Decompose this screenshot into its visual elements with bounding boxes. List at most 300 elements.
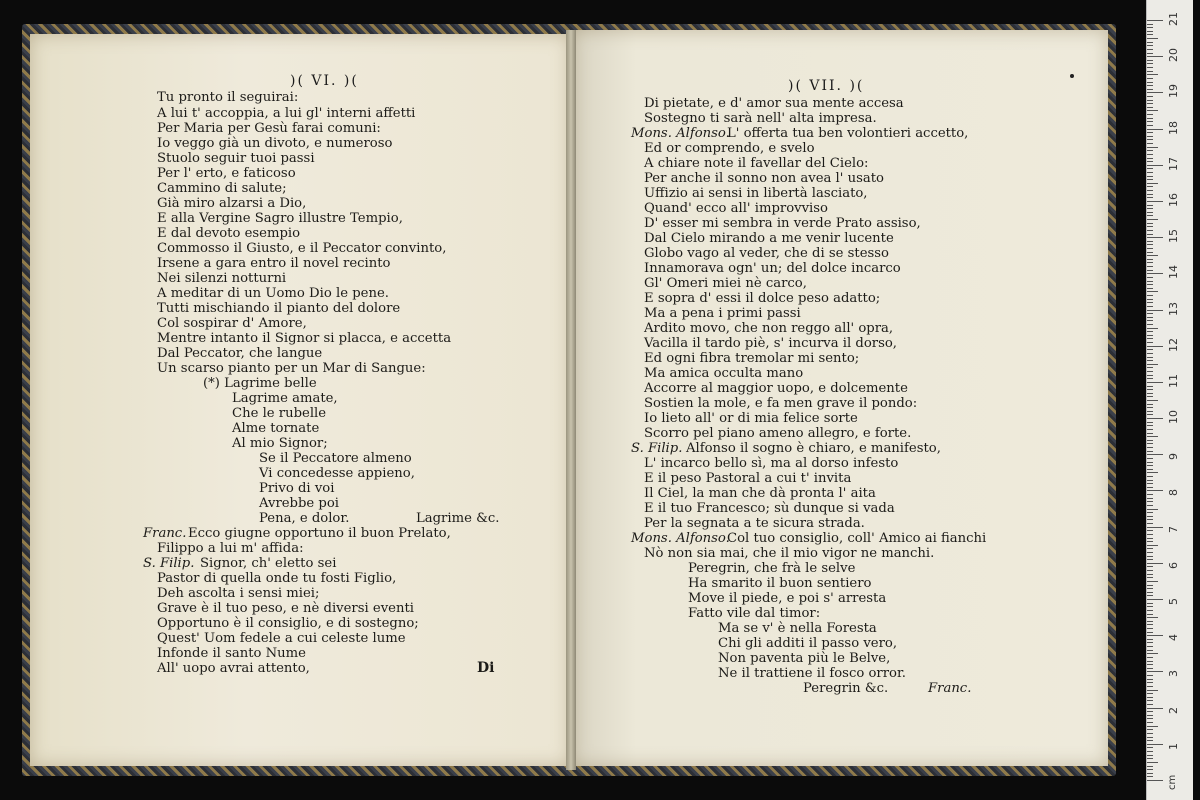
ruler-tick (1147, 635, 1163, 636)
ruler-tick (1147, 147, 1158, 148)
ruler-tick (1147, 118, 1153, 119)
ruler-tick (1147, 284, 1153, 285)
ruler-tick (1147, 335, 1153, 336)
ruler-tick (1147, 465, 1153, 466)
ruler-tick (1147, 150, 1153, 151)
ruler-tick (1147, 31, 1153, 32)
ruler-tick (1147, 668, 1153, 669)
ruler-tick (1147, 219, 1158, 220)
ruler-tick (1147, 168, 1153, 169)
text-line: Per Maria per Gesù farai comuni: (157, 121, 381, 136)
ruler-tick (1147, 107, 1153, 108)
text-line: Ed or comprendo, e svelo (644, 141, 815, 156)
ruler-label: 4 (1167, 634, 1180, 642)
ruler-tick (1147, 299, 1153, 300)
ruler-tick (1147, 143, 1153, 144)
ruler-tick (1147, 509, 1158, 510)
text-line: L' offerta tua ben volontieri accetto, (727, 126, 969, 141)
text-line: Globo vago al veder, che di se stesso (644, 246, 889, 261)
ruler-tick (1147, 407, 1153, 408)
ruler-tick (1147, 161, 1153, 162)
ruler-tick (1147, 404, 1153, 405)
text-line: Peregrin, che frà le selve (688, 561, 856, 576)
ruler-tick (1147, 53, 1153, 54)
text-line: Gl' Omeri miei nè carco, (644, 276, 807, 291)
text-line: Alme tornate (232, 421, 320, 436)
ruler-tick (1147, 197, 1153, 198)
ruler-tick (1147, 371, 1153, 372)
ruler-tick (1147, 762, 1158, 763)
ruler-tick (1147, 751, 1153, 752)
ruler-tick (1147, 96, 1153, 97)
text-line: E il peso Pastoral a cui t' invita (644, 471, 852, 486)
text-line: Signor, ch' eletto sei (200, 556, 337, 571)
ruler-label: 19 (1167, 84, 1180, 99)
text-line: E alla Vergine Sagro illustre Tempio, (157, 211, 403, 226)
ruler-tick (1147, 769, 1153, 770)
ruler-tick (1147, 172, 1153, 173)
text-line: Sostegno ti sarà nell' alta impresa. (644, 111, 877, 126)
ruler-tick (1147, 82, 1153, 83)
right-page-header: )( VII. )( (788, 78, 865, 94)
text-line: Al mio Signor; (232, 436, 328, 451)
ruler-tick (1147, 201, 1163, 202)
ruler-tick (1147, 766, 1153, 767)
ruler-tick (1147, 194, 1153, 195)
ruler-tick (1147, 693, 1153, 694)
ruler-tick (1147, 63, 1153, 64)
text-line: Quand' ecco all' improvviso (644, 201, 828, 216)
ruler-tick (1147, 313, 1153, 314)
ruler-label: 3 (1167, 670, 1180, 678)
ruler-tick (1147, 744, 1163, 745)
text-line: Pena, e dolor. (259, 511, 350, 526)
ruler-tick (1147, 190, 1153, 191)
ruler-tick (1147, 733, 1153, 734)
text-line: Dal Cielo mirando a me venir lucente (644, 231, 894, 246)
ruler-tick (1147, 737, 1153, 738)
ruler-tick (1147, 614, 1153, 615)
ruler-tick (1147, 357, 1153, 358)
ruler-tick (1147, 414, 1153, 415)
ruler-tick (1147, 726, 1158, 727)
ruler-tick (1147, 136, 1153, 137)
ruler-label: 16 (1167, 192, 1180, 207)
ruler-tick (1147, 487, 1153, 488)
ruler-tick (1147, 505, 1153, 506)
ruler-tick (1147, 45, 1153, 46)
ruler-tick (1147, 708, 1163, 709)
text-line: Col tuo consiglio, coll' Amico ai fianchi (727, 531, 987, 546)
text-line: Per la segnata a te sicura strada. (644, 516, 865, 531)
ruler-tick (1147, 89, 1153, 90)
text-line: Che le rubelle (232, 406, 327, 421)
ruler-tick (1147, 516, 1153, 517)
ruler-tick (1147, 205, 1153, 206)
ruler-tick (1147, 758, 1153, 759)
ruler-tick (1147, 360, 1153, 361)
text-line: Ed ogni fibra tremolar mi sento; (644, 351, 860, 366)
ruler-label: 14 (1167, 265, 1180, 280)
text-line: Deh ascolta i sensi miei; (157, 586, 320, 601)
ruler-tick (1147, 548, 1153, 549)
ruler-tick (1147, 697, 1153, 698)
ruler-tick (1147, 592, 1153, 593)
ruler-tick (1147, 324, 1153, 325)
text-line: Scorro pel piano ameno allegro, e forte. (644, 426, 912, 441)
text-line: Non paventa più le Belve, (718, 651, 891, 666)
ruler-tick (1147, 617, 1158, 618)
ruler-tick (1147, 512, 1153, 513)
ruler-tick (1147, 436, 1158, 437)
text-line: Grave è il tuo peso, e nè diversi eventi (157, 601, 414, 616)
ruler-tick (1147, 176, 1153, 177)
ruler-tick (1147, 501, 1153, 502)
text-line: Filippo a lui m' affida: (157, 541, 304, 556)
ruler-tick (1147, 252, 1153, 253)
ruler-tick (1147, 780, 1163, 781)
ruler-tick (1147, 472, 1158, 473)
ruler-tick (1147, 49, 1153, 50)
text-line: Cammino di salute; (157, 181, 287, 196)
ruler-tick (1147, 110, 1158, 111)
text-line: Per anche il sonno non avea l' usato (644, 171, 884, 186)
ruler-tick (1147, 273, 1163, 274)
ruler-tick (1147, 646, 1153, 647)
ruler-tick (1147, 114, 1153, 115)
ruler-tick (1147, 610, 1153, 611)
ruler-tick (1147, 27, 1153, 28)
ruler-tick (1147, 675, 1153, 676)
text-line: Ecco giugne opportuno il buon Prelato, (188, 526, 451, 541)
ruler-tick (1147, 418, 1163, 419)
text-line: Stuolo seguir tuoi passi (157, 151, 315, 166)
text-line: Accorre al maggior uopo, e dolcemente (644, 381, 908, 396)
ruler-tick (1147, 223, 1153, 224)
ruler-tick (1147, 621, 1153, 622)
text-line: Io lieto all' or di mia felice sorte (644, 411, 858, 426)
ruler-tick (1147, 682, 1153, 683)
ruler-tick (1147, 208, 1153, 209)
ruler-tick (1147, 100, 1153, 101)
ruler-tick (1147, 367, 1153, 368)
ruler-tick (1147, 291, 1158, 292)
ruler-tick (1147, 386, 1153, 387)
text-line: Io veggo già un divoto, e numeroso (157, 136, 393, 151)
speaker-label: S. Filip. (143, 556, 195, 571)
ruler-tick (1147, 259, 1153, 260)
ruler-tick (1147, 671, 1163, 672)
text-line: Uffizio ai sensi in libertà lasciato, (644, 186, 868, 201)
ruler-tick (1147, 690, 1158, 691)
text-line: (*) Lagrime belle (203, 376, 317, 391)
ruler-tick (1147, 132, 1153, 133)
text-line: Col sospirar d' Amore, (157, 316, 307, 331)
ruler-tick (1147, 454, 1163, 455)
ruler-tick (1147, 599, 1163, 600)
ruler-tick (1147, 650, 1153, 651)
ruler-tick (1147, 310, 1163, 311)
ruler-tick (1147, 34, 1153, 35)
ruler-tick (1147, 538, 1153, 539)
ruler-tick (1147, 642, 1153, 643)
ruler-tick (1147, 776, 1153, 777)
ruler-tick (1147, 552, 1153, 553)
ruler-label: 2 (1167, 706, 1180, 714)
left-page-header: )( VI. )( (290, 73, 359, 89)
ruler-tick (1147, 664, 1153, 665)
ruler-label: 20 (1167, 48, 1180, 63)
text-line: A meditar di un Uomo Dio le pene. (157, 286, 389, 301)
ruler-tick (1147, 393, 1153, 394)
ruler-tick (1147, 711, 1153, 712)
ruler-tick (1147, 248, 1153, 249)
ruler-label: 7 (1167, 525, 1180, 533)
ruler-label: 6 (1167, 561, 1180, 569)
text-line: Già miro alzarsi a Dio, (157, 196, 307, 211)
ruler-label: 17 (1167, 156, 1180, 171)
ink-spot (1070, 74, 1074, 78)
text-line: Se il Peccatore almeno (259, 451, 412, 466)
ruler-tick (1147, 679, 1153, 680)
ruler-tick (1147, 624, 1153, 625)
ruler-tick (1147, 302, 1153, 303)
ruler-tick (1147, 331, 1153, 332)
ruler-tick (1147, 121, 1153, 122)
ruler-tick (1147, 342, 1153, 343)
ruler-tick (1147, 230, 1153, 231)
ruler-label: 5 (1167, 598, 1180, 606)
ruler-tick (1147, 462, 1153, 463)
ruler-label: 8 (1167, 489, 1180, 497)
text-line: Pastor di quella onde tu fosti Figlio, (157, 571, 397, 586)
ruler-tick (1147, 595, 1153, 596)
text-line: Nò non sia mai, che il mio vigor ne manchi. (644, 546, 935, 561)
text-line: E sopra d' essi il dolce peso adatto; (644, 291, 881, 306)
text-line: E dal devoto esempio (157, 226, 301, 241)
ruler-tick (1147, 346, 1163, 347)
ruler-label: 12 (1167, 337, 1180, 352)
ruler-tick (1147, 24, 1153, 25)
text-line: All' uopo avrai attento, (157, 661, 310, 676)
ruler-tick (1147, 226, 1153, 227)
ruler-tick (1147, 183, 1158, 184)
ruler-tick (1147, 92, 1163, 93)
ruler-tick (1147, 773, 1153, 774)
ruler-tick (1147, 530, 1153, 531)
ruler-label: 15 (1167, 229, 1180, 244)
ruler-label: 1 (1167, 742, 1180, 750)
text-line: Tutti mischiando il pianto del dolore (157, 301, 401, 316)
ruler-tick (1147, 389, 1153, 390)
ruler-tick (1147, 353, 1153, 354)
measurement-ruler (1146, 0, 1193, 800)
ruler-tick (1147, 490, 1163, 491)
speaker-label: Franc. (928, 681, 972, 696)
ruler-tick (1147, 103, 1153, 104)
ruler-tick (1147, 603, 1153, 604)
text-line: Sostien la mole, e fa men grave il pondo: (644, 396, 918, 411)
speaker-label: Mons. Alfonso. (631, 126, 730, 141)
text-line: Mentre intanto il Signor si placca, e accetta (157, 331, 452, 346)
text-line: Vacilla il tardo piè, s' incurva il dorso, (644, 336, 897, 351)
ruler-tick (1147, 295, 1153, 296)
ruler-tick (1147, 165, 1163, 166)
text-line: Alfonso il sogno è chiaro, e manifesto, (686, 441, 941, 456)
ruler-tick (1147, 400, 1158, 401)
ruler-tick (1147, 38, 1158, 39)
ruler-tick (1147, 154, 1153, 155)
ruler-tick (1147, 570, 1153, 571)
ruler-tick (1147, 212, 1153, 213)
text-line: Chi gli additi il passo vero, (718, 636, 898, 651)
ruler-label: 11 (1167, 373, 1180, 388)
speaker-label: Franc. (143, 526, 187, 541)
text-line: Irsene a gara entro il novel recinto (157, 256, 391, 271)
text-line: Quest' Uom fedele a cui celeste lume (157, 631, 406, 646)
ruler-tick (1147, 686, 1153, 687)
ruler-tick (1147, 60, 1153, 61)
ruler-tick (1147, 519, 1153, 520)
text-line: Di pietate, e d' amor sua mente accesa (644, 96, 904, 111)
ruler-tick (1147, 440, 1153, 441)
ruler-tick (1147, 281, 1153, 282)
ruler-tick (1147, 244, 1153, 245)
ruler-tick (1147, 288, 1153, 289)
ruler-tick (1147, 704, 1153, 705)
ruler-label: 9 (1167, 453, 1180, 461)
text-line: Ma se v' è nella Foresta (718, 621, 877, 636)
ruler-tick (1147, 729, 1153, 730)
ruler-tick (1147, 42, 1153, 43)
ruler-tick (1147, 20, 1163, 21)
ruler-tick (1147, 755, 1153, 756)
ruler-tick (1147, 158, 1153, 159)
ruler-tick (1147, 494, 1153, 495)
ruler-tick (1147, 700, 1153, 701)
ruler-tick (1147, 632, 1153, 633)
ruler-tick (1147, 718, 1153, 719)
text-line: Il Ciel, la man che dà pronta l' aita (644, 486, 876, 501)
text-line: Ne il trattiene il fosco orror. (718, 666, 907, 681)
text-line: Innamorava ogn' un; del dolce incarco (644, 261, 901, 276)
ruler-tick (1147, 657, 1153, 658)
ruler-tick (1147, 585, 1153, 586)
ruler-tick (1147, 129, 1163, 130)
ruler-tick (1147, 234, 1153, 235)
ruler-tick (1147, 349, 1153, 350)
text-line: Privo di voi (259, 481, 335, 496)
ruler-tick (1147, 480, 1153, 481)
text-line: Lagrime amate, (232, 391, 338, 406)
ruler-tick (1147, 262, 1153, 263)
ruler-tick (1147, 469, 1153, 470)
ruler-tick (1147, 527, 1163, 528)
ruler-tick (1147, 639, 1153, 640)
ruler-tick (1147, 317, 1153, 318)
ruler-tick (1147, 255, 1158, 256)
ruler-tick (1147, 139, 1153, 140)
text-line: Infonde il santo Nume (157, 646, 306, 661)
ruler-tick (1147, 425, 1153, 426)
ruler-tick (1147, 277, 1153, 278)
speaker-label: Mons. Alfonso. (631, 531, 730, 546)
ruler-tick (1147, 661, 1153, 662)
ruler-tick (1147, 266, 1153, 267)
text-line: Opportuno è il consiglio, e di sostegno; (157, 616, 419, 631)
ruler-tick (1147, 556, 1153, 557)
ruler-tick (1147, 241, 1153, 242)
ruler-tick (1147, 534, 1153, 535)
text-line: Un scarso pianto per un Mar di Sangue: (157, 361, 426, 376)
ruler-tick (1147, 306, 1153, 307)
ruler-tick (1147, 433, 1153, 434)
text-line: Per l' erto, e faticoso (157, 166, 296, 181)
ruler-tick (1147, 447, 1153, 448)
text-line: Tu pronto il seguirai: (157, 90, 299, 105)
ruler-tick (1147, 577, 1153, 578)
text-line: Lagrime &c. (416, 511, 500, 526)
ruler-tick (1147, 483, 1153, 484)
ruler-tick (1147, 653, 1158, 654)
ruler-tick (1147, 451, 1153, 452)
ruler-tick (1147, 566, 1153, 567)
text-line: Ma a pena i primi passi (644, 306, 801, 321)
ruler-tick (1147, 186, 1153, 187)
ruler-tick (1147, 476, 1153, 477)
text-line: Avrebbe poi (259, 496, 340, 511)
ruler-unit: cm (1167, 774, 1178, 790)
ruler-tick (1147, 429, 1153, 430)
text-line: Peregrin &c. (803, 681, 889, 696)
ruler-tick (1147, 740, 1153, 741)
ruler-tick (1147, 85, 1153, 86)
catchword: Di (477, 660, 495, 676)
text-line: Dal Peccator, che langue (157, 346, 323, 361)
ruler-tick (1147, 458, 1153, 459)
ruler-tick (1147, 443, 1153, 444)
text-line: Vi concedesse appieno, (259, 466, 415, 481)
text-line: L' incarco bello sì, ma al dorso infesto (644, 456, 899, 471)
ruler-tick (1147, 125, 1153, 126)
ruler-tick (1147, 67, 1153, 68)
ruler-tick (1147, 215, 1153, 216)
ruler-tick (1147, 563, 1163, 564)
ruler-tick (1147, 411, 1153, 412)
ruler-tick (1147, 71, 1153, 72)
ruler-tick (1147, 328, 1158, 329)
ruler-tick (1147, 588, 1153, 589)
ruler-tick (1147, 574, 1153, 575)
ruler-tick (1147, 78, 1153, 79)
text-line: Commosso il Giusto, e il Peccator convinto, (157, 241, 447, 256)
book-gutter (566, 30, 576, 770)
text-line: E il tuo Francesco; sù dunque si vada (644, 501, 895, 516)
ruler-tick (1147, 320, 1153, 321)
ruler-tick (1147, 56, 1163, 57)
ruler-tick (1147, 523, 1153, 524)
text-line: Fatto vile dal timor: (688, 606, 821, 621)
text-line: Ma amica occulta mano (644, 366, 804, 381)
ruler-tick (1147, 382, 1163, 383)
text-line: Move il piede, e poi s' arresta (688, 591, 887, 606)
ruler-tick (1147, 747, 1153, 748)
ruler-tick (1147, 237, 1163, 238)
ruler-label: 21 (1167, 12, 1180, 26)
ruler-label: 13 (1167, 301, 1180, 316)
ruler-tick (1147, 375, 1153, 376)
ruler-tick (1147, 338, 1153, 339)
